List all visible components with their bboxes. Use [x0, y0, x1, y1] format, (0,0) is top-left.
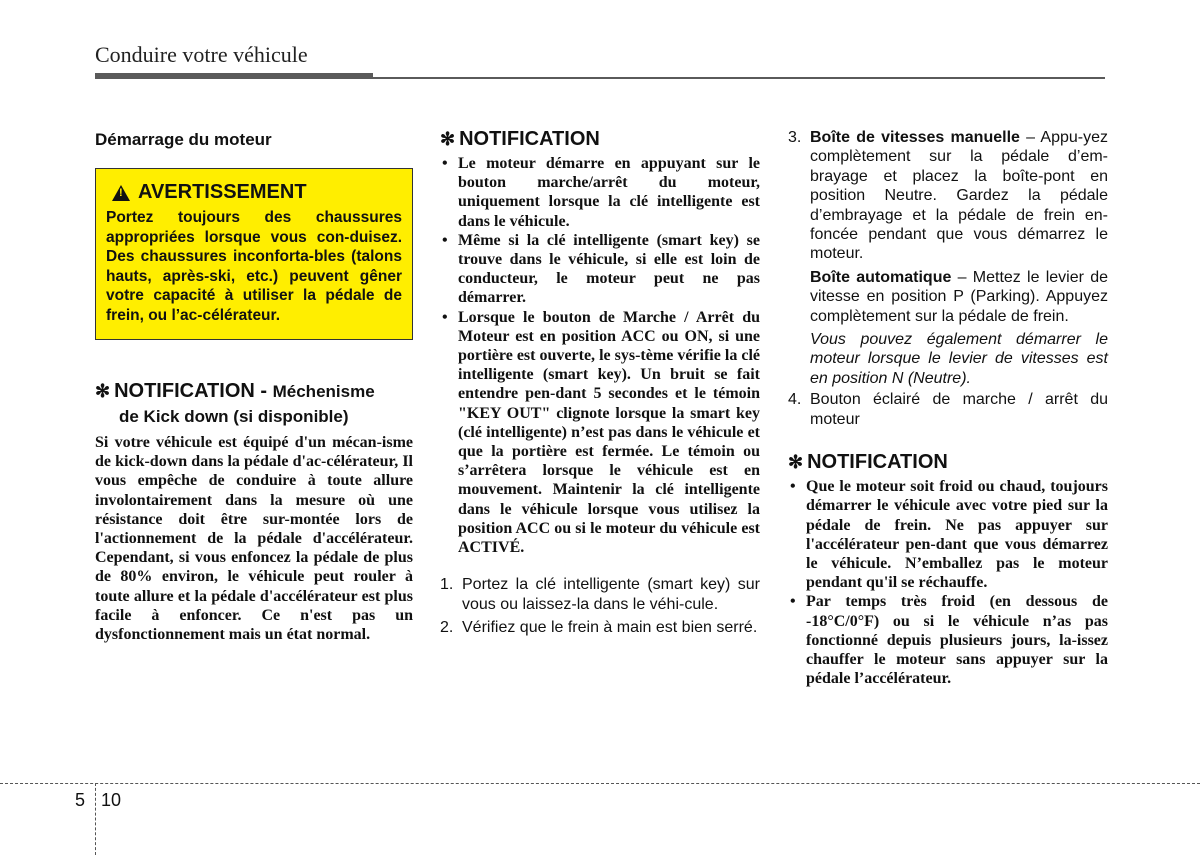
- page-number: 10: [101, 790, 122, 810]
- column-left: [95, 128, 413, 644]
- step-item: 1. Portez la clé intelligente (smart key) sur vous ou laissez-la dans le véhi-cule.: [440, 576, 760, 613]
- automatic-gearbox-paragraph: Boîte automatique – Mettez le levier de vitesse en position P (Parking). Appuyez complètement sur la pédale de frein.: [810, 268, 1109, 325]
- page-header-title: Conduire votre véhicule: [95, 42, 308, 67]
- list-item: • Par temps très froid (en dessous de -18°C/0°F) ou si le véhicule n’as pas fonctionné depuis plusieurs jours, la-issez chauffer le moteur sans appuyer sur la pédale l’accélérateur.: [788, 592, 1108, 688]
- asterisk-icon: ✻: [788, 452, 804, 473]
- list-item: • Lorsque le bouton de Marche / Arrêt du Moteur est en position ACC ou ON, si une portière est ouverte, le sys-tème vérifie la clé intelligente (smart key). Un bruit se fait entendre pen-dant 5 secondes et le témoin "KEY OUT" clignote lorsque la smart key (clé intelligente) n’est pas dans le véhicule et que la portière est fermée. Le témoin ou s’arrêtera lorsque le véhicule est en mouvement. Maintenir la clé intelligente dans le véhicule lorsque vous utilisez la position ACC ou si le moteur du véhicule est ACTIVÉ.: [440, 308, 760, 558]
- warning-text: Portez toujours des chaussures appropriées lorsque vous con-duisez. Des chaussures inconforta-bles (talons hauts, après-ski, etc.) peuvent gêner votre capacité à utiliser la pédale de frein, ou l’ac-célérateur.: [106, 209, 402, 324]
- header-rule-thin: [373, 77, 1105, 79]
- step-item: 2. Vérifiez que le frein à main est bien serré.: [440, 619, 758, 637]
- step-item: 4. Bouton éclairé de marche / arrêt du moteur: [788, 391, 1108, 428]
- notification-heading: ✻ NOTIFICATION - Méchenisme: [95, 380, 375, 402]
- column-right: [788, 128, 1108, 688]
- header-rule-thick: [95, 73, 373, 79]
- asterisk-icon: ✻: [440, 129, 456, 149]
- section-heading: Démarrage du moteur: [95, 130, 272, 149]
- notification-bullets: [788, 477, 1108, 688]
- column-middle: [440, 128, 760, 637]
- notification-text: Si votre véhicule est équipé d'un mécan-isme de kick-down dans la pédale d'ac-célérateur, Il vous empêche de conduire à toute allure involontairement dans la mesure où une résistance doit être sur-montée lors de l'actionnement de la pédale d'accélérateur. Cependant, si vous enfoncez la pédale de plus de 80% environ, le véhicule peut rouler à toute allure et la pédale d'accélérateur est plus facile à enfoncer. Ce n'est pas un dysfonctionnement mais un état normal.: [95, 434, 413, 644]
- steps-list: [788, 390, 1108, 429]
- list-item: • Le moteur démarre en appuyant sur le bouton marche/arrêt du moteur, uniquement lorsque la clé intelligente est dans le véhicule.: [440, 154, 760, 231]
- notification-bullets: [440, 154, 760, 557]
- notification-subtitle: Méchenisme: [272, 382, 375, 401]
- list-item: • Même si la clé intelligente (smart key) se trouve dans le véhicule, si elle est loin de conducteur, le moteur peut ne pas démarrer.: [440, 231, 760, 308]
- step-item: 3. Boîte de vitesses manuelle – Appu-yez complètement sur la pédale d’em-brayage et placez la boîte-pont en position Neutre. Gardez la pédale d’embrayage et la pédale de frein en-foncée pendant que vous démarrez le moteur.: [788, 129, 1109, 263]
- warning-triangle-icon: !: [112, 185, 130, 201]
- notification-subtitle-line2: de Kick down (si disponible): [119, 407, 349, 426]
- warning-box: [95, 168, 413, 340]
- notification-heading: ✻ NOTIFICATION: [788, 451, 948, 474]
- list-item: • Que le moteur soit froid ou chaud, toujours démarrer le véhicule avec votre pied sur la pédale de frein. Ne pas appuyer sur l'accélérateur pen-dant que vous démarrez le véhicule. N’emballez pas le moteur pendant qu'il se réchauffe.: [788, 477, 1108, 592]
- asterisk-icon: ✻: [95, 381, 111, 401]
- warning-title: ! AVERTISSEMENT: [112, 181, 402, 204]
- notification-heading: ✻ NOTIFICATION: [440, 128, 600, 150]
- steps-list: [440, 575, 760, 637]
- footer-divider: [95, 783, 96, 855]
- italic-note: Vous pouvez également démarrer le moteur lorsque le levier de vitesses est en position N (Neutre).: [810, 331, 1108, 387]
- footer-rule: [0, 783, 1200, 784]
- chapter-number: 5: [75, 790, 86, 810]
- steps-list: [788, 128, 1108, 264]
